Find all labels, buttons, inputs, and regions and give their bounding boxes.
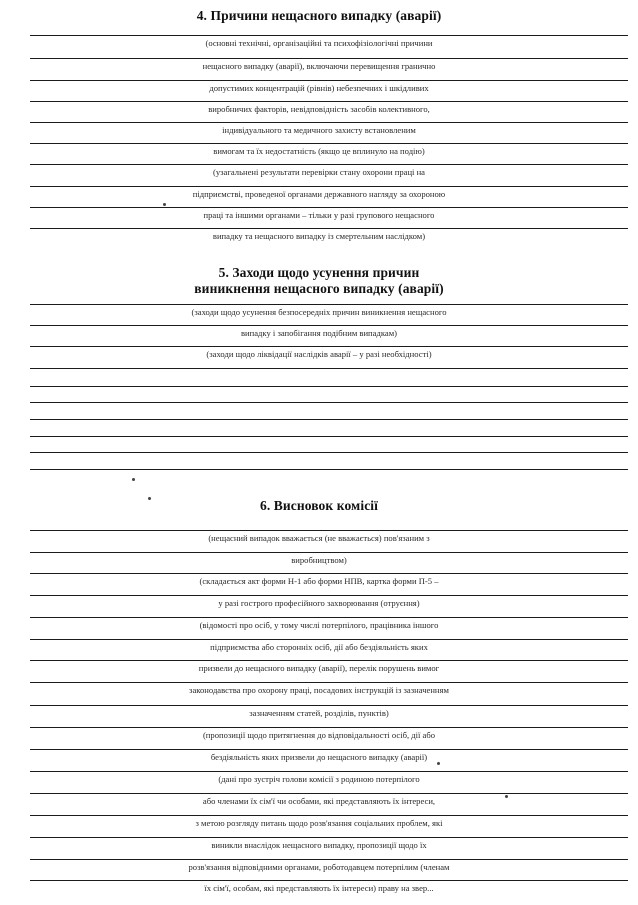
blank-line bbox=[30, 419, 628, 420]
blank-line bbox=[30, 186, 628, 187]
blank-line bbox=[30, 58, 628, 59]
section-6-caption: або членами їх сім'ї чи особами, які представляють їх інтереси, bbox=[202, 796, 436, 806]
section-4-caption: індивідуального та медичного захисту встановленим bbox=[222, 125, 416, 135]
blank-line bbox=[30, 469, 628, 470]
blank-line bbox=[30, 660, 628, 661]
scan-speck bbox=[132, 478, 135, 481]
scan-speck bbox=[148, 497, 151, 500]
blank-line bbox=[30, 452, 628, 453]
section-6-caption: їх сім'ї, особам, які представляють їх інтереси) праву на звер... bbox=[204, 883, 434, 893]
section-6-caption: (дані про зустріч голови комісії з родиною потерпілого bbox=[218, 774, 420, 784]
section-4-caption: вимогам та їх недостатність (якщо це вплинуло на подію) bbox=[213, 146, 425, 156]
scan-speck bbox=[163, 203, 166, 206]
section-4-caption: виробничих факторів, невідповідність засобів колективного, bbox=[208, 104, 430, 114]
section-6-caption: (відомості про осіб, у тому числі потерпілого, працівника іншого bbox=[199, 620, 439, 630]
section-5-title-continued: виникнення нещасного випадку (аварії) bbox=[194, 281, 444, 296]
section-6-caption: підприємства або сторонніх осіб, дії або бездіяльність яких bbox=[210, 642, 428, 652]
section-6-caption: зазначенням статей, розділів, пунктів) bbox=[249, 708, 389, 718]
section-5-caption: (заходи щодо усунення безпосередніх причин виникнення нещасного bbox=[191, 307, 447, 317]
blank-line bbox=[30, 859, 628, 860]
blank-line bbox=[30, 749, 628, 750]
section-6-caption: виникли внаслідок нещасного випадку, пропозиції щодо їх bbox=[211, 840, 427, 850]
blank-line bbox=[30, 402, 628, 403]
blank-line bbox=[30, 101, 628, 102]
blank-line bbox=[30, 880, 628, 881]
section-4-title: 4. Причини нещасного випадку (аварії) bbox=[196, 8, 442, 23]
section-5-caption: випадку і запобігання подібним випадкам) bbox=[240, 328, 398, 338]
scan-speck bbox=[505, 795, 508, 798]
blank-line bbox=[30, 595, 628, 596]
section-4-caption: праці та іншими органами – тільки у разі групового нещасного bbox=[203, 210, 435, 220]
blank-line bbox=[30, 368, 628, 369]
blank-line bbox=[30, 143, 628, 144]
blank-line bbox=[30, 682, 628, 683]
blank-line bbox=[30, 386, 628, 387]
blank-line bbox=[30, 530, 628, 531]
blank-line bbox=[30, 164, 628, 165]
section-6-caption: законодавства про охорону праці, посадових інструкцій із зазначенням bbox=[189, 685, 449, 695]
blank-line bbox=[30, 815, 628, 816]
section-6-caption: (пропозиції щодо притягнення до відповідальності осіб, дії або bbox=[202, 730, 436, 740]
blank-line bbox=[30, 304, 628, 305]
section-6-caption: бездіяльність яких призвели до нещасного випадку (аварії) bbox=[210, 752, 428, 762]
blank-line bbox=[30, 837, 628, 838]
blank-line bbox=[30, 552, 628, 553]
section-5-title: 5. Заходи щодо усунення причин bbox=[218, 265, 420, 280]
section-4-caption: (узагальнені результати перевірки стану охорони праці на bbox=[213, 167, 425, 177]
blank-line bbox=[30, 771, 628, 772]
section-6-title: 6. Висновок комісії bbox=[259, 498, 378, 513]
section-4-caption: допустимих концентрацій (рівнів) небезпечних і шкідливих bbox=[209, 83, 429, 93]
blank-line bbox=[30, 639, 628, 640]
section-4-caption: підприємстві, проведеної органами державного нагляду за охороною bbox=[192, 189, 446, 199]
blank-line bbox=[30, 617, 628, 618]
scan-speck bbox=[437, 762, 440, 765]
section-6-caption: (складається акт форми Н-1 або форми НПВ, картка форми П-5 – bbox=[199, 576, 439, 586]
blank-line bbox=[30, 705, 628, 706]
section-6-caption: розв'язання відповідними органами, роботодавцем потерпілим (членам bbox=[188, 862, 450, 872]
section-4-caption: нещасного випадку (аварії), включаючи перевищення гранично bbox=[202, 61, 436, 71]
section-4-caption: випадку та нещасного випадку із смертельним наслідком) bbox=[212, 231, 426, 241]
blank-line bbox=[30, 35, 628, 36]
section-5-caption: (заходи щодо ліквідації наслідків аварії – у разі необхідності) bbox=[206, 349, 432, 359]
section-6-caption: (нещасний випадок вважається (не вважається) пов'язаним з bbox=[208, 533, 430, 543]
blank-line bbox=[30, 207, 628, 208]
section-6-caption: у разі гострого професійного захворювання (отруєння) bbox=[218, 598, 420, 608]
section-6-caption: з метою розгляду питань щодо розв'язання соціальних проблем, які bbox=[195, 818, 443, 828]
blank-line bbox=[30, 80, 628, 81]
blank-line bbox=[30, 793, 628, 794]
blank-line bbox=[30, 436, 628, 437]
section-6-caption: виробництвом) bbox=[291, 555, 347, 565]
blank-line bbox=[30, 727, 628, 728]
blank-line bbox=[30, 325, 628, 326]
section-4-caption: (основні технічні, організаційні та психофізіологічні причини bbox=[205, 38, 433, 48]
blank-line bbox=[30, 228, 628, 229]
blank-line bbox=[30, 122, 628, 123]
section-6-caption: призвели до нещасного випадку (аварії), перелік порушень вимог bbox=[198, 663, 440, 673]
blank-line bbox=[30, 573, 628, 574]
blank-line bbox=[30, 346, 628, 347]
